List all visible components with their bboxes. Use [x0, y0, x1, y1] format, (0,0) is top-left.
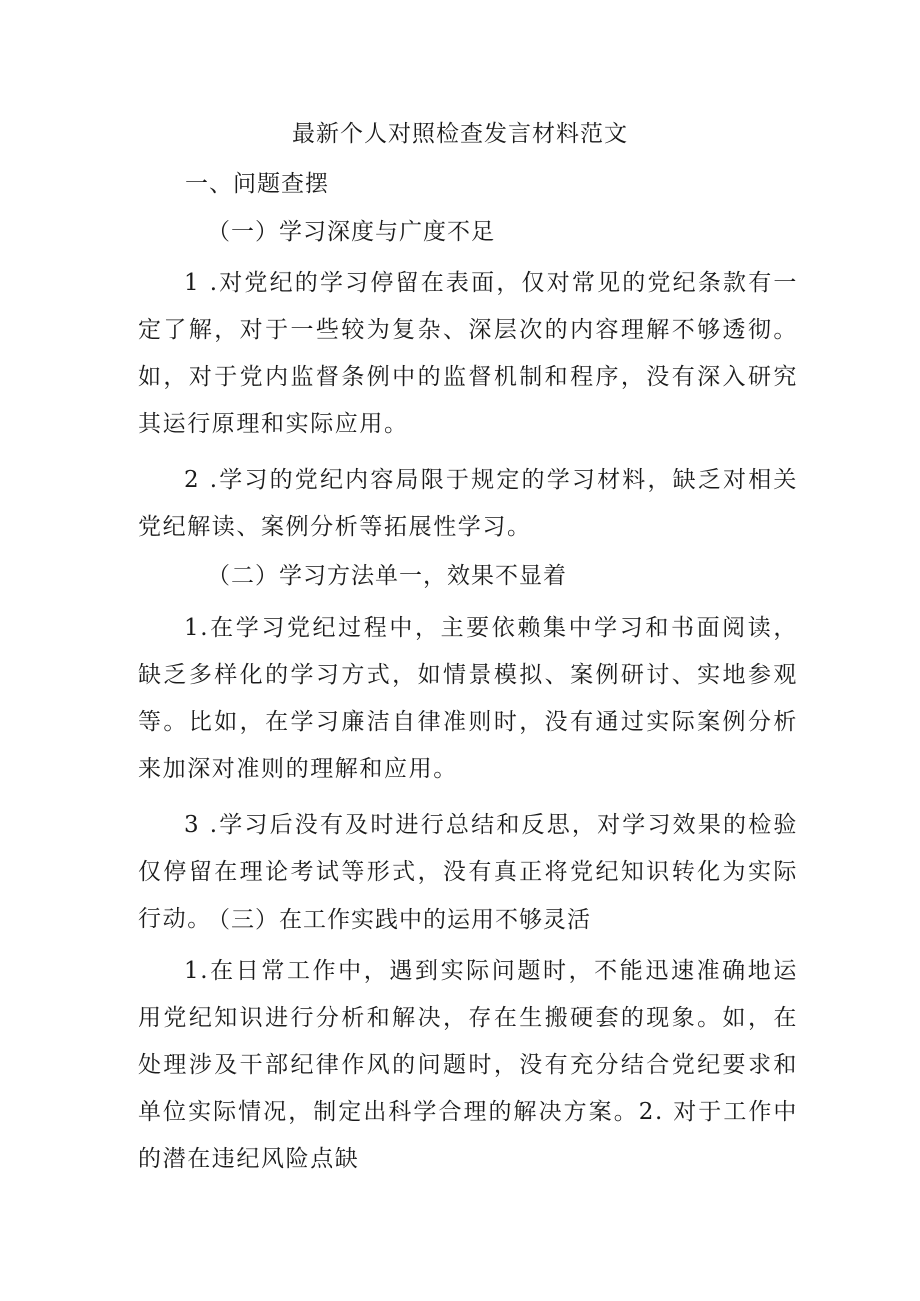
document-title: 最新个人对照检查发言材料范文 — [292, 121, 628, 147]
paragraph-2-2: 3 .学习后没有及时进行总结和反思，对学习效果的检验仅停留在理论考试等形式，没有真正将党纪知识转化为实际行动。 — [138, 812, 798, 932]
subsection-heading-3: （三）在工作实践中的运用不够灵活 — [207, 907, 591, 933]
paragraph-1-1: 1 .对党纪的学习停留在表面，仅对常见的党纪条款有一定了解，对于一些较为复杂、深层次的内容理解不够透彻。如，对于党内监督条例中的监督机制和程序，没有深入研究其运行原理和实际应用。 — [138, 270, 798, 437]
paragraph-1-2: 2 .学习的党纪内容局限于规定的学习材料，缺乏对相关党纪解读、案例分析等拓展性学习。 — [138, 467, 798, 540]
paragraph-2-1: 1.在学习党纪过程中，主要依赖集中学习和书面阅读，缺乏多样化的学习方式，如情景模拟、案例研讨、实地参观等。比如，在学习廉洁自律准则时，没有通过实际案例分析来加深对准则的理解和应用。 — [138, 615, 798, 782]
subsection-heading-1: （一）学习深度与广度不足 — [207, 219, 495, 245]
section-heading: 一、问题查摆 — [185, 171, 329, 197]
subsection-heading-2: （二）学习方法单一，效果不显着 — [207, 563, 567, 589]
paragraph-3-1: 1.在日常工作中，遇到实际问题时，不能迅速准确地运用党纪知识进行分析和解决，存在生搬硬套的现象。如，在处理涉及干部纪律作风的问题时，没有充分结合党纪要求和单位实际情况，制定出科学合理的解决方案。2. 对于工作中的潜在违纪风险点缺 — [138, 958, 798, 1172]
